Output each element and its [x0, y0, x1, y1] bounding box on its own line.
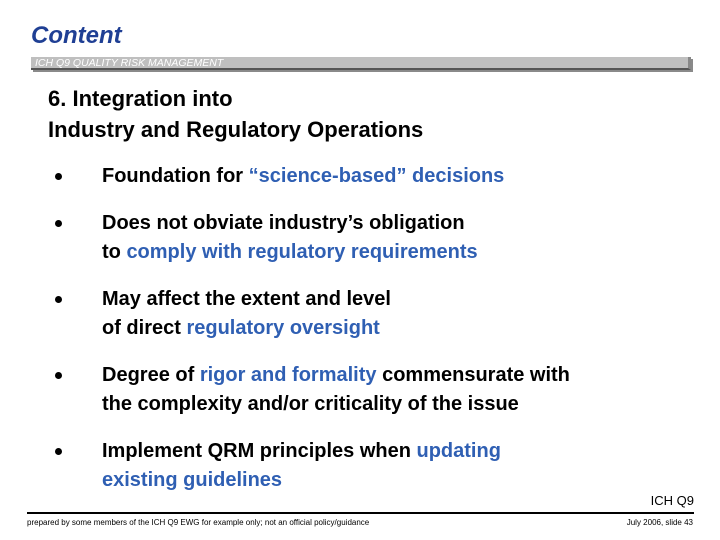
- bullet-dot-icon: [55, 220, 62, 227]
- bullet-line: [102, 466, 700, 495]
- bullet-list: [80, 162, 700, 513]
- footer-tag: ICH Q9: [650, 493, 694, 508]
- slide-title-line-2: Industry and Regulatory Operations: [48, 117, 424, 142]
- bullet-item: [80, 361, 700, 419]
- bullet-item: [80, 209, 700, 267]
- bullet-text: commensurate with: [376, 364, 570, 386]
- bullet-line: [102, 437, 700, 466]
- bullet-line: [102, 238, 700, 267]
- bullet-text: the complexity and/or criticality of the issue: [102, 393, 519, 415]
- bullet-dot-icon: [55, 173, 62, 180]
- bullet-line: [102, 314, 700, 343]
- footer-slide-info: July 2006, slide 43: [626, 518, 693, 527]
- bullet-highlight-text: regulatory oversight: [186, 317, 380, 339]
- bullet-line: [102, 285, 700, 314]
- bullet-line: [102, 390, 700, 419]
- bullet-text: Foundation for: [102, 165, 249, 187]
- bullet-highlight-text: existing guidelines: [102, 469, 283, 491]
- bullet-highlight-text: rigor and formality: [199, 364, 377, 386]
- bullet-line: [102, 162, 700, 191]
- bullet-item: [80, 285, 700, 343]
- bullet-text: Does not obviate industry’s obligation: [102, 212, 465, 234]
- bullet-text: Degree of: [102, 364, 200, 386]
- bullet-highlight-text: comply with regulatory requirements: [126, 241, 478, 263]
- section-banner: ICH Q9 QUALITY RISK MANAGEMENT: [31, 57, 691, 70]
- slide-title: [48, 83, 423, 145]
- bullet-item: [80, 437, 700, 495]
- footer-disclaimer: prepared by some members of the ICH Q9 EWG for example only; not an official policy/guidance: [27, 518, 370, 527]
- bullet-item: [80, 162, 700, 191]
- bullet-text: May affect the extent and level: [102, 288, 391, 310]
- bullet-dot-icon: [55, 372, 62, 379]
- bullet-line: [102, 361, 700, 390]
- bullet-dot-icon: [55, 296, 62, 303]
- bullet-highlight-text: “science-based” decisions: [248, 165, 505, 187]
- bullet-text: of direct: [102, 317, 187, 339]
- bullet-text: to: [102, 241, 127, 263]
- bullet-highlight-text: updating: [416, 440, 501, 462]
- bullet-dot-icon: [55, 448, 62, 455]
- slide-title-line-1: 6. Integration into: [48, 86, 233, 111]
- header-title: Content: [31, 22, 122, 49]
- bullet-line: [102, 209, 700, 238]
- bullet-text: Implement QRM principles when: [102, 440, 417, 462]
- footer-divider: [27, 512, 694, 514]
